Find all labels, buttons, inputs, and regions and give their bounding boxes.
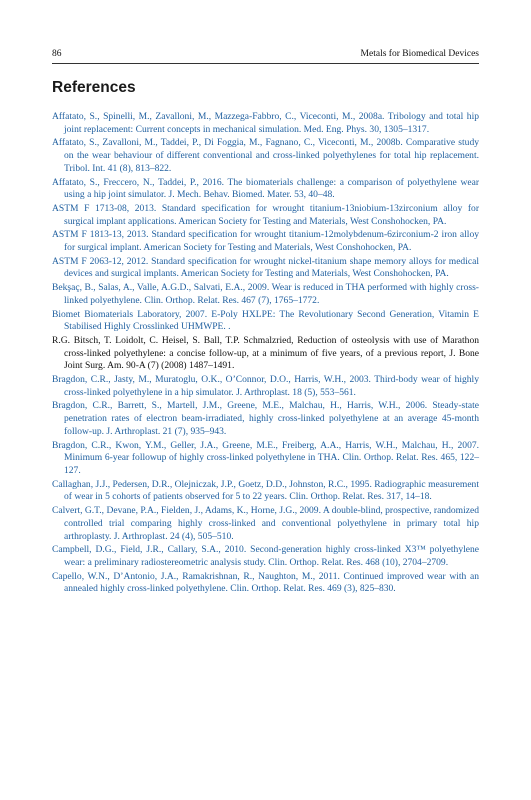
reference-item[interactable]: Affatato, S., Spinelli, M., Zavalloni, M., Mazzega-Fabbro, C., Viceconti, M., 2008a. Tribology and total hip joint replacement: Current concepts in mechanical simulation. Med. Eng. Phys. 30, 1305–1317. bbox=[52, 111, 479, 135]
reference-item[interactable]: ASTM F 2063-12, 2012. Standard specification for wrought nickel-titanium shape memory alloys for medical devices and surgical implants. American Society for Testing and Materials, West Conshohocken, PA. bbox=[52, 255, 479, 280]
reference-item[interactable]: Bragdon, C.R., Kwon, Y.M., Geller, J.A., Greene, M.E., Freiberg, A.A., Harris, W.H., Malchau, H., 2007. Minimum 6-year followup of highly cross-linked polyethylene in THA. Clin. Orthop. Relat. Res. 465, 122–127. bbox=[52, 439, 479, 476]
running-title: Metals for Biomedical Devices bbox=[360, 49, 479, 59]
reference-item[interactable]: Affatato, S., Zavalloni, M., Taddei, P., Di Foggia, M., Fagnano, C., Viceconti, M., 2008b. Comparative study on the wear behaviour of different conventional and cross-linked polyethylenes for total hip replacement. Tribol. Int. 41 (8), 813–822. bbox=[52, 137, 479, 174]
section-title: References bbox=[52, 79, 136, 96]
reference-item[interactable]: ASTM F 1713-08, 2013. Standard specification for wrought titanium-13niobium-13zirconium alloy for surgical implant applications. American Society for Testing and Materials, West Conshohocken, PA. bbox=[52, 202, 479, 227]
header-rule bbox=[52, 63, 479, 64]
reference-item[interactable]: Bekşaç, B., Salas, A., Valle, A.G.D., Salvati, E.A., 2009. Wear is reduced in THA performed with highly cross-linked polyethylene. Clin. Orthop. Relat. Res. 467 (7), 1765–1772. bbox=[52, 282, 479, 306]
reference-list bbox=[52, 111, 479, 597]
page-number: 86 bbox=[52, 49, 62, 59]
reference-item[interactable]: Bragdon, C.R., Barrett, S., Martell, J.M., Greene, M.E., Malchau, H., Harris, W.H., 2006. Steady-state penetration rates of electron beam-irradiated, highly cross-linked polyethylene at an average 45-month follow-up. J. Arthroplast. 21 (7), 935–943. bbox=[52, 400, 479, 437]
reference-item[interactable]: Callaghan, J.J., Pedersen, D.R., Olejniczak, J.P., Goetz, D.D., Johnston, R.C., 1995. Radiographic measurement of wear in 5 cohorts of patients observed for 5 to 22 years. Clin. Orthop. Relat. Res. 317, 14–18. bbox=[52, 478, 479, 503]
reference-item[interactable]: Bragdon, C.R., Jasty, M., Muratoglu, O.K., O’Connor, D.O., Harris, W.H., 2003. Third-body wear of highly cross-linked polyethylene in a hip simulator. J. Arthroplast. 18 (5), 553–561. bbox=[52, 374, 479, 398]
reference-item: R.G. Bitsch, T. Loidolt, C. Heisel, S. Ball, T.P. Schmalzried, Reduction of osteolysis with use of Marathon cross-linked polyethylene: a concise follow-up, at a minimum of five years, of a previous report, J. Bone Joint Surg. Am. 90-A (7) (2008) 1487–1491. bbox=[52, 334, 479, 372]
reference-item[interactable]: Biomet Biomaterials Laboratory, 2007. E-Poly HXLPE: The Revolutionary Second Generation, Vitamin E Stabilised Highly Crosslinked UHMWPE. . bbox=[52, 308, 479, 333]
reference-item[interactable]: Affatato, S., Freccero, N., Taddei, P., 2016. The biomaterials challenge: a comparison of polyethylene wear using a hip joint simulator. J. Mech. Behav. Biomed. Mater. 53, 40–48. bbox=[52, 176, 479, 201]
reference-item[interactable]: Capello, W.N., D’Antonio, J.A., Ramakrishnan, R., Naughton, M., 2011. Continued improved wear with an annealed highly cross-linked polyethylene. Clin. Orthop. Relat. Res. 469 (3), 825–830. bbox=[52, 570, 479, 595]
reference-item[interactable]: Calvert, G.T., Devane, P.A., Fielden, J., Adams, K., Horne, J.G., 2009. A double-blind, prospective, randomized controlled trial comparing highly cross-linked and conventional polyethylene in primary total hip arthroplasty. J. Arthroplast. 24 (4), 505–510. bbox=[52, 505, 479, 542]
running-header bbox=[52, 49, 479, 63]
reference-item[interactable]: ASTM F 1813-13, 2013. Standard specification for wrought titanium-12molybdenum-6zirconium-2 iron alloy for surgical implant. American Society for Testing and Materials, West Conshohocken, PA. bbox=[52, 229, 479, 254]
reference-item[interactable]: Campbell, D.G., Field, J.R., Callary, S.A., 2010. Second-generation highly cross-linked X3™ polyethylene wear: a preliminary radiostereometric analysis study. Clin. Orthop. Relat. Res. 468 (10), 2704–2709. bbox=[52, 544, 479, 568]
